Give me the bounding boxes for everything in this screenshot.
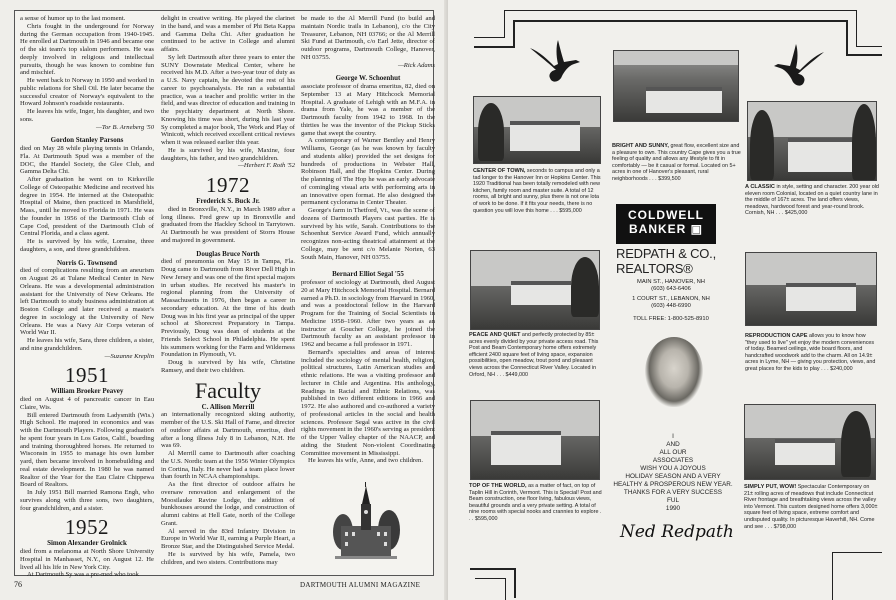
section-heading-faculty: Faculty [195,377,261,403]
obituary-name: Frederick S. Buck Jr. [196,197,260,205]
paragraph: a sense of humor up to the last moment. [20,15,126,22]
paragraph: be made to the Al Merrill Fund (to build and maintain Nordic trails in Lebanon), c/o the City Treasurer, Lebanon, NH 03766; or the Al Merrill Ski Fund at Dartmouth, c/o Earl Jette, director of outdoor programs, Dartmouth College, Hanover, NH 03755. [301,15,435,61]
paragraph: delight in creative writing. He played the clarinet in the band, and was a member of Phi Beta Kappa and Gamma Delta Chi. After graduation he continued to be active in College and alumni affairs. [161,15,295,53]
listing-text: as a matter of fact, on top of Taplin Hill in Corinth, Vermont. This is Special! Post and Beam construction, one floor living, fabulous views, beautiful grounds and a very private setting. A total of nine rooms with special nooks and crannies to explore . . . $595,000 [469,483,602,522]
listing-text: in style, setting and character. 200 year old eleven room Colonial, located on a quiet country lane in the middle of 167± acres. The land offers views, meadows, hardwood forest and year-round brook. Cornish, NH . . . $425,000 [745,184,879,217]
holiday-line: THANKS FOR A VERY SUCCESS [623,489,723,496]
paragraph: He went back to Norway in 1950 and worked in public relations for Shell Oil. He later became the successful creator of Norway's equivalent to the Howard Johnson's roadside restaurants. [20,77,154,108]
paragraph: He leaves his wife, Inger, his daughter, and two sons. [20,108,154,123]
listing-photo-center-of-town [473,96,601,164]
listing-photo-bright-and-sunny [613,50,739,122]
obituary-name: Norris G. Townsend [56,258,118,267]
byline: —Herbert F. Roth '52 [238,162,295,170]
listing-title: A CLASSIC [745,184,775,190]
listing-photo-peace-and-quiet [470,250,600,330]
frame-line [504,10,856,11]
paragraph: died from a melanoma at North Shore University Hospital in Manhasset, N.Y., on August 12. He lived all his life in New York City. [20,548,154,571]
logo-line-2: BANKER ▣ [628,222,703,236]
paragraph: Al Merrill came to Dartmouth after coaching the U.S. Nordic team at the 1956 Winter Olympics in Cortina, Italy. He never had a team place lower than fourth in NCAA championships. [161,450,295,481]
frame-line [513,20,847,22]
paragraph: Doug is survived by his wife, Christine Ramsey, and their two children. [161,359,295,374]
frame-line [474,37,504,38]
listing-center-of-town [473,168,603,214]
column-2 [161,15,295,566]
address-hanover [616,279,726,293]
frame-line [504,10,505,38]
listing-title: PEACE AND QUIET [469,332,521,338]
holiday-line: HEALTHY & PROSPEROUS NEW YEAR. [613,481,733,488]
byline: —Tor B. Arneberg '50 [96,123,154,131]
holiday-line: I [672,433,674,440]
paragraph: He leaves his wife, Anne, and two children. [308,457,423,465]
obituary-name: Simon Alexander Grolnick [47,539,127,548]
listing-photo-reproduction-cape [745,252,877,326]
holiday-message [608,433,738,513]
listing-title: CENTER OF TOWN, [473,168,526,174]
paragraph: At Dartmouth Sy was a pre-med who took [27,571,139,579]
phone-number: (603) 448-6990 [651,303,691,309]
paragraph: He leaves his wife, Sara, three children, a sister, and nine grandchildren. [20,337,154,352]
phone-number: (603) 643-6406 [651,286,691,292]
magazine-name: DARTMOUTH ALUMNI MAGAZINE [300,581,421,589]
obituary-name: William Broeker Peavey [50,387,124,396]
listing-photo-a-classic [747,101,877,181]
frame-line [514,568,516,598]
byline: —Rick Adams [397,61,435,69]
frame-line [846,20,848,55]
page-number: 76 [14,580,22,589]
obituary-name: Bernard Elliot Segal '55 [332,270,404,279]
address-line: MAIN ST., HANOVER, NH [637,279,705,285]
holiday-line: ALL OUR [659,449,687,456]
listing-a-classic [745,184,879,217]
canada-goose-icon [528,38,584,84]
paragraph: Sy left Dartmouth after three years to enter the SUNY Downstate Medical Center, where he received his M.D. After a two-year tour of duty as a U.S. Navy captain, he devoted the rest of his career to psychoanalysis. He ran a substantial practice, was a teacher and prolific writer in the field, and was director of education and training in the psychiatry department at North Shore. Knowing his time was short, during his last year Sy completed a major book, The Work and Play of Winicott, which received excellent critical reviews when it was released earlier this year. [161,53,295,146]
holiday-line: HOLIDAY SEASON AND A VERY [625,473,721,480]
obituary-name: George W. Schoenhut [335,74,401,83]
paragraph: George's farm in Thetford, Vt., was the scene of dozens of Dartmouth Players cast parties. He is survived by his wife, Sarah. Contributions to the Schoenhut Service Award Fund, which annually recognizes non-acting theatrical attainment at the College, may be sent c/o Melanie Norten, 63 South Main, Hanover, NH 03755. [301,207,435,261]
toll-free-number: TOLL FREE: 1-800-525-8910 [633,316,709,322]
listing-reproduction-cape [745,333,879,373]
paragraph: died on May 28 while playing tennis in Orlando, Fla. At Dartmouth Spud was a member of the DOC, the Handel Society, the Glee Club, and Gamma Delta Chi. [20,145,154,176]
paragraph: After graduation he went on to Kirksville College of Osteopathic Medicine and received his degree in 1954. He interned at the Osteopathic Hospital of Maine, then practiced in Marshfield, Mass., until he moved to Florida in 1971. He was the founder in 1956 of the Dartmouth Club of Cape Cod, president of the Dartmouth Club of Central Florida, and a class agent. [20,176,154,238]
coldwell-banker-logo [616,204,716,244]
realtor-portrait [645,337,703,407]
listing-photo-top-of-the-world [470,400,600,480]
signature: Ned Redpath [620,522,734,542]
holiday-line: ASSOCIATES [652,457,694,464]
holiday-line: FUL [666,497,680,504]
class-year-heading: 1951 [65,363,109,388]
listing-text: Spectacular Contemporary on 21± rolling acres of meadows that include Connecticut River frontage and breathtaking views across the valley into Vermont. This custom designed home offers 3,000± square feet of living space, extreme comfort and undisputed quality. In picturesque Haverhill, NH. Come and see . . . $798,000 [744,484,878,530]
firm-name [616,246,716,276]
column-3 [301,15,435,465]
logo-line-1: COLDWELL [628,208,704,222]
paragraph: He is survived by his wife, Lorraine, three daughters, a son, and three grandchildren. [20,238,154,253]
listing-text: allows you to know how "they used to live" yet enjoy the modern conveniences of today. Beamed ceilings, wide board floors, and handcrafted woodwork add to the charm. All on 14.9± acres in Lyme, NH — giving you protection, views, and great places for the kids to play . . . $240,000 [745,333,876,372]
paragraph: died of pneumonia on May 15 in Tampa, Fla. Doug came to Dartmouth from River Dell High in New Jersey and was one of the first special majors in urban studies. He received his master's in regional planning from the University of Massachusetts in 1976, then began a career in secondary education. At the time of his death Doug was in his first year as principal of the upper school at Shorecrest Preparatory in Tampa. Previously, Doug was dean of students at the Friends Select School in Philadelphia. He spent his summers working for the Farm and Wilderness Foundation in Plymouth, Vt. [161,258,295,359]
listing-title: BRIGHT AND SUNNY, [612,143,669,149]
listing-peace-and-quiet [469,332,603,378]
holiday-line: AND [666,441,680,448]
firm-name-line-1: REDPATH & CO., [616,246,717,261]
frame-line [846,54,882,56]
paragraph: died in Bronxville, N.Y., in March 1989 after a long illness. Fred grew up in Bronxville and graduated from the Hackley School in Tarrytown. At Dartmouth he was president of Storrs House and majored in government. [161,205,295,244]
paragraph: associate professor of drama emeritus, 82, died on September 13 at Mary Hitchcock Memorial Hospital. A graduate of Lehigh with an M.F.A. in drama from Yale, he was a member of the Dartmouth faculty from 1942 to 1968. In the thirties he was the inventor of the Pickup Sticks game that swept the country. [301,83,435,137]
class-year-heading: 1952 [65,515,109,540]
paragraph: professor of sociology at Dartmouth, died August 20 at Mary Hitchcock Memorial Hospital. Bernard earned a Ph.D. in sociology from Harvard in 1960, and was a postdoctoral fellow in the Harvard Program for the Training of Social Scientists in Medicine 1958–1960. After two years as an instructor at Goucher College, he joined the Dartmouth faculty as an assistant professor in 1962 and became a full professor in 1971. [301,279,435,348]
frame-line [832,552,882,553]
firm-name-line-2: REALTORS® [616,261,693,276]
obituary-name: Douglas Bruce North [196,249,260,258]
paragraph: died on August 4 of pancreatic cancer in Eau Claire, Wis. [20,396,154,411]
paragraph: He is survived by his wife, Pamela, two children, and two sisters. Contributions may [161,550,295,566]
byline: —Suzanne Kreplin [104,352,154,360]
paragraph: Al served in the 83rd Infantry Division in Europe in World War II, earning a Purple Heart, a Bronze Star, and the Distinguished Service Medal. [161,527,295,550]
paragraph: In July 1951 Bill married Ramona Engh, who survives along with three sons, two daughters, four grandchildren, and a sister. [20,489,154,512]
paragraph: Bernard's specialties and areas of interest included the sociology of mental health, religion, political structures, Latin American studies and ethnic relations. He was a visiting professor and lecturer in Chile and Argentina. His anthology, Readings in Racial and Ethnic Relations, was published in two different editions in 1966 and 1972. He also authored and co-authored a variety of professional articles in the social and health sciences. Professor Segal was active in the civil rights movement in the 1960's serving as president of the Upper Valley chapter of the NAACP, and aiding the Student Non-violent Coordinating Committee movement in Mississippi. [301,348,435,457]
canada-goose-icon [770,42,826,88]
listing-top-of-the-world [469,483,603,523]
dartmouth-hall-illustration [327,482,405,564]
listing-title: REPRODUCTION CAPE [745,333,808,339]
paragraph: Chris fought in the underground for Norway during the German occupation from 1940-1945. He enrolled at Dartmouth in 1946 and became one of the ski team's top slalom performers. He was deeply involved in religious and intellectual pursuits, though he was known to combine fun and mischief. [20,22,154,77]
listing-text: and perfectly protected by 85± acres evenly divided by your private access road. This Post and Beam Contemporary home offers extremely efficient 2400 square feet of living space, expansion possibilities, open meadow, trout pond and pleasant views across the Connecticut River Valley. Located in Orford, NH . . . $449,000 [469,332,599,378]
holiday-line: WISH YOU A JOYOUS [640,465,706,472]
paragraph: As the first director of outdoor affairs he oversaw renovation and enlargement of the Moosilauke Ravine Lodge, the addition of bunkhouses around the lodge, and construction of alumni cabins at Hell Gate, north of the College Grant. [161,481,295,527]
address-line: 1 COURT ST., LEBANON, NH [632,296,710,302]
frame-line [474,46,514,48]
listing-bright-and-sunny [612,143,742,183]
paragraph: an internationally recognized skiing authority, member of the U.S. Ski Hall of Fame, and director of outdoor affairs at Dartmouth, emeritus, died after a long illness July 8 in Lebanon, N.H. He was 69. [161,411,295,450]
frame-line [475,578,505,579]
frame-line [470,568,516,570]
paragraph: He is survived by his wife, Maxine, four daughters, his father, and two grandchildren. [161,146,295,162]
listing-title: SIMPLY PUT, WOW! [744,484,797,490]
listing-photo-simply-put-wow [744,404,876,480]
frame-line [513,20,515,48]
paragraph: Bill entered Dartmouth from Ladysmith (Wis.) High School. He majored in economics and was with the Dartmouth Players. Following graduation he spent four years in Los Gatos, Calif., boarding and training thoroughbred horses. He returned to Wisconsin in 1955 to manage his own lumber yard, then became involved in homebuilding and real estate development. In 1980 he was named Realtor of the Year for the Eau Claire Chippewa Board of Realtors. [20,411,154,489]
frame-line [505,578,506,600]
paragraph: died of complications resulting from an aneurism on August 26 at Tulane Medical Center in New Orleans. He was a developmental administration assistant for the University of New Orleans. He left Dartmouth to study business administration at Boston College and later received a master's degree in sociology at the University of New Orleans. He was a Navy Air Corps veteran of World War II. [20,267,154,337]
class-year-heading: 1972 [206,173,250,197]
listing-simply-put-wow [744,484,878,530]
obituary-name: Gordon Stanley Parsons [50,136,124,145]
listing-text: seconds to campus and only a tad longer to the Hanover Inn or Hopkins Center. This 1920 Traditional has been totally remodeled with new kitchen, family room and master suite. A total of 12 rooms, all bright and sunny, plus there is not one lota of work to be done. If it fits your needs, there is no question you will love this home . . . $595,000 [473,168,601,214]
listing-title: TOP OF THE WORLD, [469,483,527,489]
frame-line [856,46,882,47]
paragraph: A contemporary of Warner Bentley and Henry Williams, George (as he was known by faculty and students alike) provided the set designs for hundreds of productions in Webster Hall, Robinson Hall, and the Hopkins Center. During the planning of The Hop he was an early advocate of comingling visual arts with performing arts in an innovative open format. He also designed the permanent cyclorama in Center Theater. [301,137,435,207]
holiday-line: 1990 [665,505,681,512]
frame-line [856,10,857,46]
frame-line [832,552,833,600]
address-lebanon [616,296,726,310]
column-1 [20,15,154,579]
listing-text: great flow, excellent size and a pleasure to own. This country Cape gives you a true feeling of quality and allows any lifestyle to fit in comfortably — be it casual or formal. Located on 5+ acres in one of Hanover's pleasant, rural neighborhoods . . . $399,500 [612,143,741,182]
obituary-name: C. Allison Merrill [201,402,255,411]
